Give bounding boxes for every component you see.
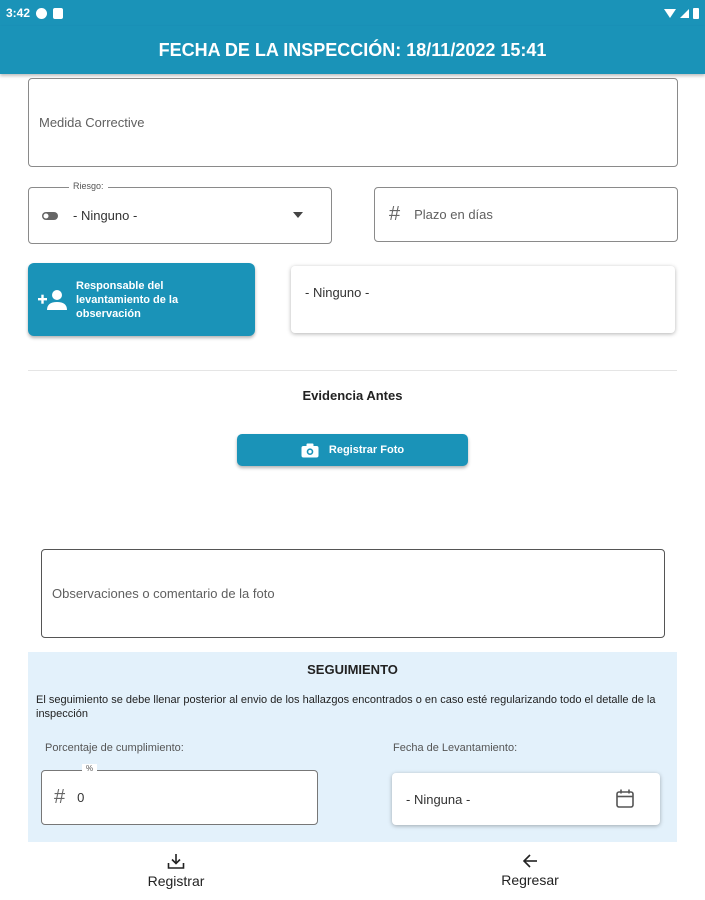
arrow-back-icon — [522, 854, 538, 868]
bottom-nav — [0, 842, 705, 900]
app-notification-icon — [36, 8, 47, 19]
chevron-down-icon — [293, 212, 303, 218]
camera-icon — [301, 443, 319, 458]
responsable-button[interactable] — [28, 263, 255, 336]
calendar-icon[interactable] — [616, 789, 634, 808]
hash-icon: # — [54, 786, 66, 808]
riesgo-label: Riesgo: — [69, 181, 108, 191]
signal-icon — [680, 9, 689, 18]
plazo-input[interactable] — [374, 187, 678, 242]
registrar-label: Registrar — [147, 873, 205, 889]
seguimiento-section — [28, 652, 677, 842]
observaciones-placeholder: Observaciones o comentario de la foto — [52, 586, 275, 601]
fecha-levantamiento-field[interactable] — [392, 773, 660, 825]
download-icon — [167, 853, 185, 869]
medida-correctiva-input[interactable] — [28, 78, 678, 167]
responsable-value-field[interactable] — [291, 266, 675, 333]
plazo-placeholder: Plazo en días — [414, 207, 493, 222]
regresar-label: Regresar — [501, 872, 559, 888]
riesgo-select[interactable] — [28, 181, 332, 244]
divider — [28, 370, 677, 371]
registrar-foto-label: Registrar Foto — [328, 444, 405, 456]
regresar-button[interactable] — [455, 842, 605, 900]
medida-correctiva-placeholder: Medida Corrective — [39, 115, 145, 130]
riesgo-value: - Ninguno - — [73, 208, 138, 223]
wifi-icon — [664, 9, 676, 18]
battery-icon — [693, 8, 699, 19]
porcentaje-label: Porcentaje de cumplimiento: — [45, 742, 184, 754]
app-header — [0, 26, 705, 74]
porcentaje-value: 0 — [77, 790, 85, 805]
sd-card-icon — [53, 8, 63, 19]
registrar-foto-button[interactable] — [237, 434, 468, 466]
hash-icon: # — [389, 203, 401, 225]
seguimiento-description: El seguimiento se debe llenar posterior al envio de los hallazgos encontrados o en caso esté regularizando todo el detalle de la inspección — [36, 694, 656, 720]
responsable-button-label: Responsable del levantamiento de la observación — [76, 279, 179, 320]
observaciones-input[interactable] — [41, 549, 665, 638]
registrar-button[interactable] — [101, 842, 251, 900]
evidencia-title: Evidencia Antes — [302, 388, 403, 403]
porcentaje-float-label: % — [82, 764, 97, 773]
page-title: FECHA DE LA INSPECCIÓN: 18/11/2022 15:41 — [158, 39, 547, 60]
porcentaje-input[interactable] — [41, 764, 318, 825]
status-bar — [0, 0, 705, 26]
status-time: 3:42 — [6, 6, 31, 20]
responsable-value: - Ninguno - — [305, 285, 370, 300]
toggle-icon — [41, 211, 59, 221]
add-person-icon — [38, 289, 68, 311]
fecha-label: Fecha de Levantamiento: — [393, 742, 518, 754]
fecha-value: - Ninguna - — [406, 791, 471, 807]
seguimiento-title: SEGUIMIENTO — [307, 662, 398, 677]
